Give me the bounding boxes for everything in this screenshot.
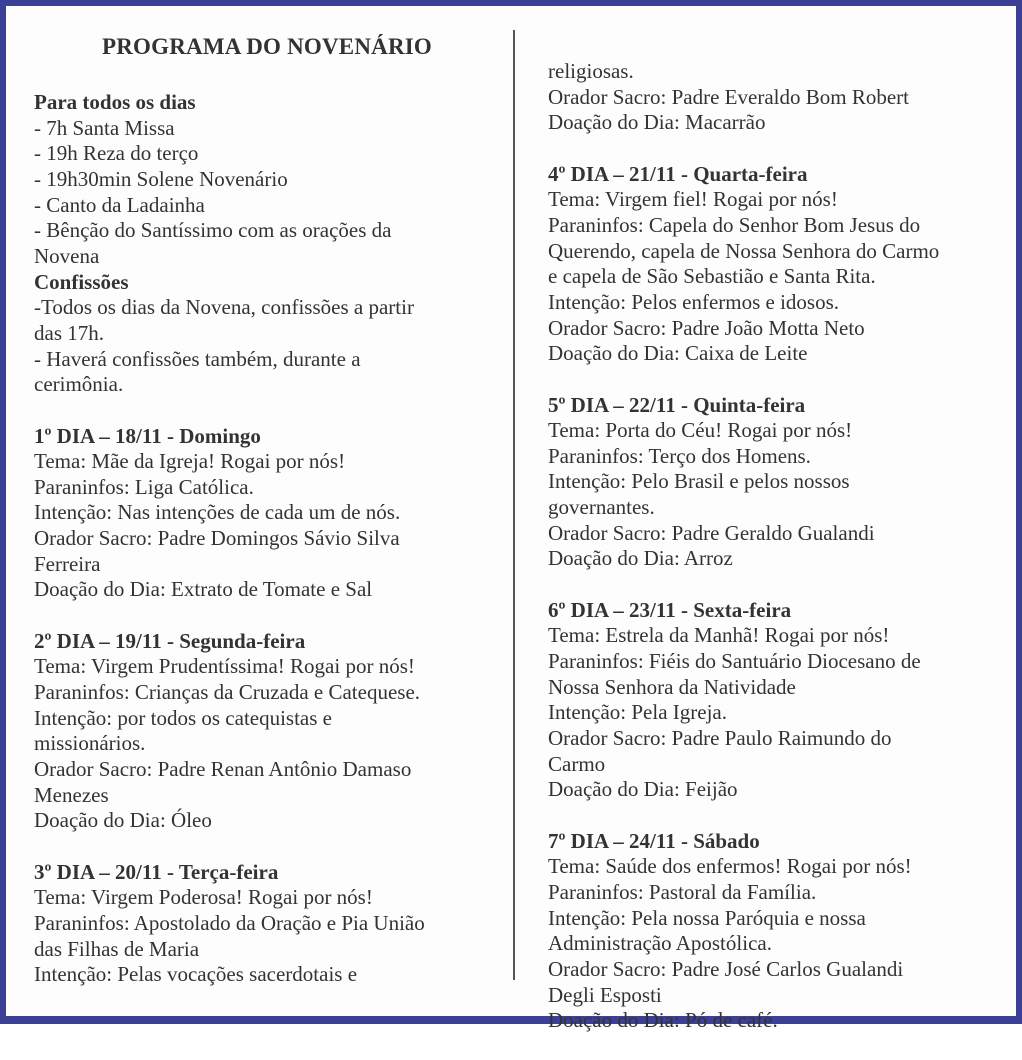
- text-line: Tema: Mãe da Igreja! Rogai por nós!: [34, 449, 346, 474]
- text-line: Intenção: Pela Igreja.: [548, 700, 727, 725]
- program-section: [548, 829, 939, 1034]
- text-line: Doação do Dia: Arroz: [548, 546, 733, 571]
- page-title: PROGRAMA DO NOVENÁRIO: [101, 34, 433, 59]
- text-line: Tema: Saúde dos enfermos! Rogai por nós!: [548, 854, 912, 879]
- text-line: Orador Sacro: Padre João Motta Neto: [548, 315, 865, 340]
- text-line: das 17h.: [34, 320, 104, 345]
- text-line: Tema: Virgem Prudentíssima! Rogai por nós!: [34, 654, 415, 679]
- section-heading: Para todos os dias: [34, 90, 196, 114]
- text-line: Orador Sacro: Padre Domingos Sávio Silva: [34, 526, 400, 551]
- text-line: Degli Esposti: [548, 982, 662, 1007]
- program-section: [34, 424, 425, 604]
- text-line: das Filhas de Maria: [34, 936, 200, 961]
- section-heading: 3º DIA – 20/11 - Terça-feira: [34, 859, 279, 884]
- column-divider: [513, 30, 515, 980]
- section-heading: 5º DIA – 22/11 - Quinta-feira: [548, 392, 806, 417]
- text-line: - 7h Santa Missa: [34, 115, 175, 140]
- text-line: - Canto da Ladainha: [34, 192, 205, 217]
- text-line: religiosas.: [548, 59, 634, 83]
- text-line: Intenção: Nas intenções de cada um de nós.: [34, 500, 401, 525]
- text-line: e capela de São Sebastião e Santa Rita.: [548, 264, 876, 289]
- left-column: [34, 90, 425, 1014]
- program-section: [548, 162, 939, 367]
- text-line: Doação do Dia: Óleo: [34, 808, 212, 833]
- program-section: [34, 860, 425, 988]
- program-section: [34, 629, 425, 834]
- text-line: Tema: Estrela da Manhã! Rogai por nós!: [548, 623, 890, 648]
- section-heading: 6º DIA – 23/11 - Sexta-feira: [548, 597, 792, 622]
- text-line: Doação do Dia: Macarrão: [548, 110, 766, 135]
- text-line: - 19h Reza do terço: [34, 141, 199, 166]
- text-line: - Haverá confissões também, durante a: [34, 346, 361, 371]
- section-heading: 2º DIA – 19/11 - Segunda-feira: [34, 628, 306, 653]
- program-section: [548, 598, 939, 803]
- text-line: Paraninfos: Fiéis do Santuário Diocesano de: [548, 649, 921, 674]
- program-section: [548, 393, 939, 573]
- text-line: Tema: Virgem Poderosa! Rogai por nós!: [34, 885, 373, 910]
- section-heading: 4º DIA – 21/11 - Quarta-feira: [548, 161, 808, 186]
- text-line: Intenção: Pela nossa Paróquia e nossa: [548, 905, 866, 930]
- text-line: Intenção: Pelos enfermos e idosos.: [548, 289, 840, 314]
- text-line: Novena: [34, 243, 100, 268]
- program-section: [548, 59, 939, 136]
- section-heading: 7º DIA – 24/11 - Sábado: [548, 828, 760, 853]
- text-line: -Todos os dias da Novena, confissões a partir: [34, 295, 414, 320]
- text-line: Paraninfos: Apostolado da Oração e Pia União: [34, 910, 425, 935]
- text-line: Paraninfos: Terço dos Homens.: [548, 443, 811, 468]
- text-line: missionários.: [34, 731, 146, 756]
- text-line: Paraninfos: Liga Católica.: [34, 474, 254, 499]
- text-line: Intenção: Pelas vocações sacerdotais e: [34, 962, 358, 987]
- text-line: Administração Apostólica.: [548, 931, 772, 956]
- text-line: Doação do Dia: Feijão: [548, 777, 738, 802]
- text-line: Doação do Dia: Extrato de Tomate e Sal: [34, 577, 373, 602]
- text-line: Tema: Virgem fiel! Rogai por nós!: [548, 187, 838, 212]
- text-line: Querendo, capela de Nossa Senhora do Carmo: [548, 238, 940, 263]
- section-heading: Confissões: [34, 269, 129, 294]
- text-line: Doação do Dia: Caixa de Leite: [548, 341, 808, 366]
- text-line: Paraninfos: Crianças da Cruzada e Catequese.: [34, 680, 421, 705]
- text-line: cerimônia.: [34, 372, 124, 397]
- right-column: [548, 59, 939, 1060]
- text-line: governantes.: [548, 495, 655, 520]
- text-line: Ferreira: [34, 551, 101, 576]
- text-line: Paraninfos: Capela do Senhor Bom Jesus do: [548, 212, 921, 237]
- text-line: Intenção: por todos os catequistas e: [34, 705, 332, 730]
- text-line: Carmo: [548, 751, 606, 776]
- text-line: Orador Sacro: Padre Paulo Raimundo do: [548, 726, 892, 751]
- text-line: Nossa Senhora da Natividade: [548, 674, 796, 699]
- text-line: Intenção: Pelo Brasil e pelos nossos: [548, 469, 850, 494]
- text-line: Orador Sacro: Padre Renan Antônio Damaso: [34, 757, 412, 782]
- text-line: Menezes: [34, 782, 109, 807]
- section-heading: 1º DIA – 18/11 - Domingo: [34, 423, 261, 448]
- text-line: Orador Sacro: Padre Geraldo Gualandi: [548, 520, 875, 545]
- text-line: - Bênção do Santíssimo com as orações da: [34, 218, 392, 243]
- text-line: Tema: Porta do Céu! Rogai por nós!: [548, 418, 853, 443]
- text-line: Orador Sacro: Padre José Carlos Gualandi: [548, 956, 904, 981]
- program-section: [34, 90, 425, 398]
- text-line: - 19h30min Solene Novenário: [34, 166, 288, 191]
- text-line: Paraninfos: Pastoral da Família.: [548, 879, 817, 904]
- text-line: Doação do Dia: Pó de café.: [548, 1008, 778, 1033]
- text-line: Orador Sacro: Padre Everaldo Bom Robert: [548, 84, 909, 109]
